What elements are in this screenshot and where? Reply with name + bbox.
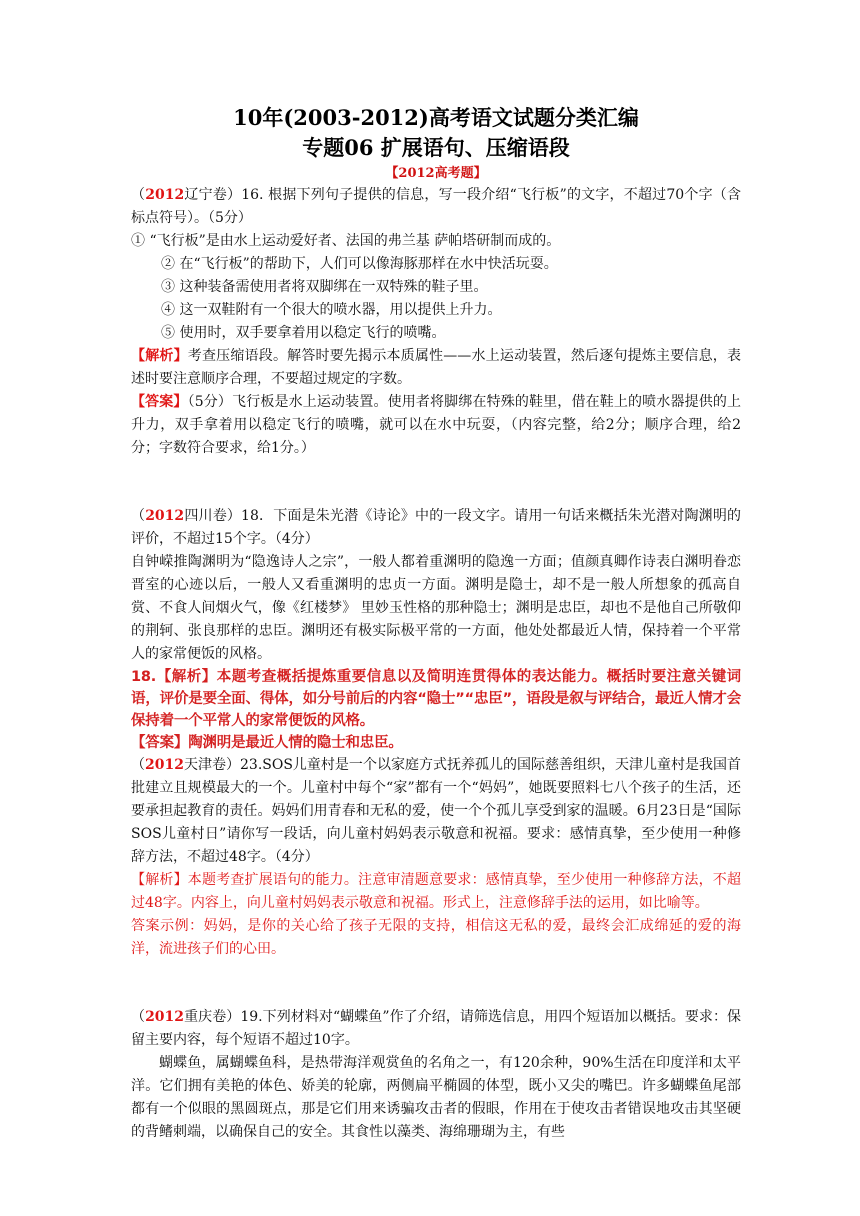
list-item: ⑤ 使用时，双手要拿着用以稳定飞行的喷嘴。 <box>161 325 446 341</box>
answer-paragraph: 答案示例：妈妈，是你的关心给了孩子无限的支持，相信这无私的爱，最终会汇成绵延的爱的海洋，流进孩子们的心田。 <box>131 918 741 957</box>
doc-subtitle: 专题06 扩展语句、压缩语段 <box>302 135 570 160</box>
analysis-tag: 【解析】 <box>131 348 188 364</box>
list-item: ④ 这一双鞋附有一个很大的喷水器，用以提供上升力。 <box>161 302 502 318</box>
question-3-stem: （2012天津卷）23.SOS儿童村是一个以家庭方式抚养孤儿的国际慈善组织，天津儿童村是我国首批建立且规模最大的一个。儿童村中每个“家”都有一个“妈妈”，她既要照料七八个孩子的生活，还要承担起教育的责任。妈妈们用青春和无私的爱，使一个个孤儿享受到家的温暖。6月23日是“国际SOS儿童村日”请你写一段话，向儿童村妈妈表示敬意和祝福。要求：感情真挚，至少使用一种修辞方法，不超过48字。（4分） <box>131 757 742 865</box>
question-2-stem: （2012四川卷）18．下面是朱光潜《诗论》中的一段文字。请用一句话来概括朱光潜对陶渊明的评价，不超过15个字。（4分） <box>131 508 742 547</box>
document-page <box>131 104 741 1144</box>
spacer <box>131 961 741 983</box>
handwritten-answer: 【答案】陶渊明是最近人情的隐士和忠臣。 <box>131 735 403 751</box>
question-year: 2012 <box>145 187 185 203</box>
doc-title: 10年(2003-2012)高考语文试题分类汇编 <box>233 105 639 130</box>
list-item: ② 在“飞行板”的帮助下，人们可以像海豚那样在水中快活玩耍。 <box>161 256 558 272</box>
handwritten-analysis: 18.【解析】本题考查概括提炼重要信息以及简明连贯得体的表达能力。概括时要注意关键词语，评价是要全面、得体，如分号前后的内容“隐士”“忠臣”，语段是叙与评结合，最近人情才会保持着一个平常人的家常便饭的风格。 <box>131 669 741 729</box>
spacer <box>131 482 741 505</box>
spacer <box>131 460 741 482</box>
list-item: ③ 这种装备需使用者将双脚绑在一双特殊的鞋子里。 <box>161 279 488 295</box>
analysis-paragraph: 【解析】考查压缩语段。解答时要先揭示本质属性——水上运动装置，然后逐句提炼主要信息，表述时要注意顺序合理，不要超过规定的字数。 <box>131 348 741 387</box>
passage-paragraph: 蝴蝶鱼，属蝴蝶鱼科，是热带海洋观赏鱼的名角之一，有120余种，90%生活在印度洋和太平洋。它们拥有美艳的体色、娇美的轮廓，两侧扁平椭圆的体型，既小又尖的嘴巴。许多蝴蝶鱼尾部都有一个似眼的黑圆斑点，那是它们用来诱骗攻击者的假眼，作用在于使攻击者错误地攻击其坚硬的背鳍刺端，以确保自己的安全。其食性以藻类、海绵珊瑚为主，有些 <box>131 1055 741 1140</box>
question-1-stem: （2012辽宁卷）16. 根据下列句子提供的信息，写一段介绍“飞行板”的文字，不超过70个字（含标点符号）。（5分） <box>131 187 742 226</box>
analysis-paragraph: 【解析】本题考查扩展语句的能力。注意审清题意要求：感情真挚，至少使用一种修辞方法，不超过48字。内容上，向儿童村妈妈表示敬意和祝福。形式上，注意修辞手法的运用，如比喻等。 <box>131 872 741 911</box>
question-4-stem: （2012重庆卷）19.下列材料对“蝴蝶鱼”作了介绍，请筛选信息，用四个短语加以概括。要求：保留主要内容，每个短语不超过10字。 <box>131 1009 742 1048</box>
question-year: 2012 <box>145 757 184 773</box>
section-heading: 【2012高考题】 <box>385 166 487 181</box>
question-year: 2012 <box>145 1009 185 1025</box>
passage-paragraph: 自钟嵘推陶渊明为“隐逸诗人之宗”，一般人都着重渊明的隐逸一方面；值颜真卿作诗表白渊明眷恋晋室的心迹以后，一般人又看重渊明的忠贞一方面。渊明是隐士，却不是一般人所想象的孤高自赏、不食人间烟火气，像《红楼梦》 里妙玉性格的那种隐士；渊明是忠臣，却也不是他自己所敬仰的荆轲、张良那样的忠臣。渊明还有极实际极平常的一方面，他处处都最近人情，保持着一个平常人的家常便饭的风格。 <box>131 554 741 662</box>
question-year: 2012 <box>145 508 185 524</box>
spacer <box>131 983 741 1006</box>
list-item: ① “飞行板”是由水上运动爱好者、法国的弗兰基 萨帕塔研制而成的。 <box>131 233 561 249</box>
answer-tag: 【答案】 <box>131 394 188 410</box>
answer-paragraph: 【答案】（5分）飞行板是水上运动装置。使用者将脚绑在特殊的鞋里，借在鞋上的喷水器提供的上升力，双手拿着用以稳定飞行的喷嘴，就可以在水中玩耍，（内容完整，给2分；顺序合理，给2分；字数符合要求，给1分。） <box>131 394 742 456</box>
